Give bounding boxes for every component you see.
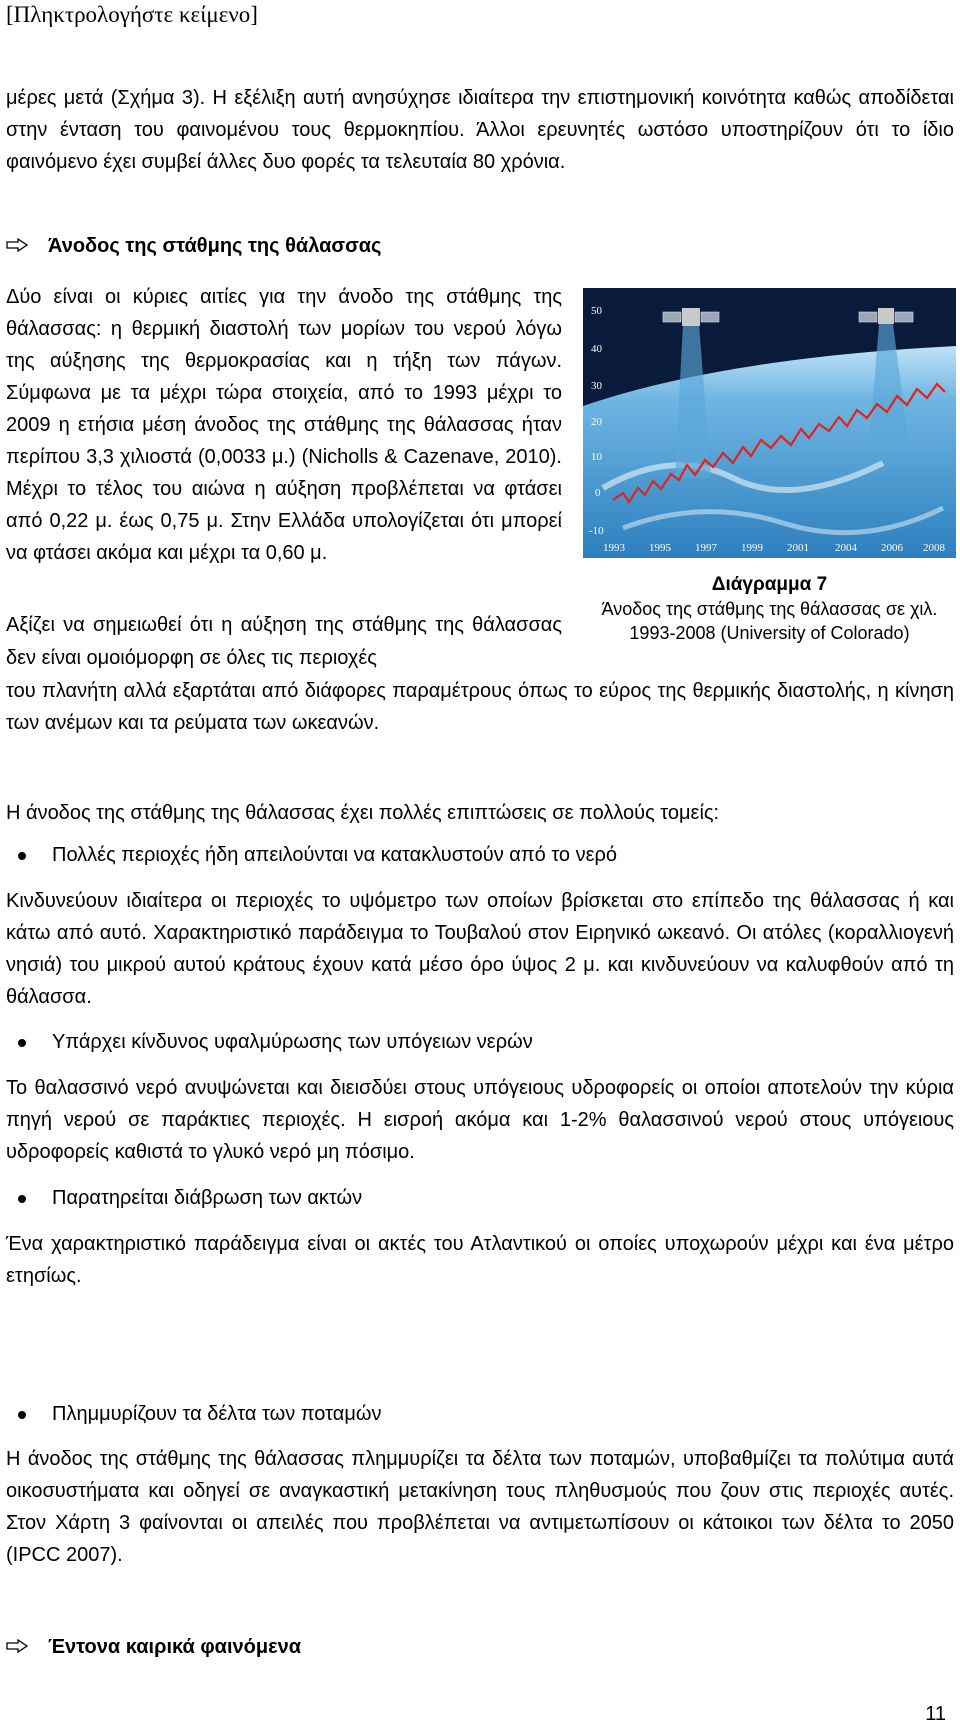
x-tick-label: 2006 <box>881 542 903 554</box>
bullet-item-flooding <box>0 844 617 867</box>
section-heading-sea-level <box>6 235 381 258</box>
x-tick-label: 2001 <box>787 542 809 554</box>
paragraph-erosion: Ένα χαρακτηριστικό παράδειγμα είναι οι ακτές του Ατλαντικού οι οποίες υποχωρούν μέχρι και ένα μέτρο ετησίως. <box>6 1233 954 1287</box>
y-tick-label: -10 <box>589 525 604 537</box>
page-header: [Πληκτρολογήστε κείμενο] <box>6 2 258 27</box>
y-tick-label: 30 <box>591 380 602 392</box>
paragraph-uneven-rise-continued: του πλανήτη αλλά εξαρτάται από διάφορες παραμέτρους όπως το εύρος της θερμικής διαστολής, η κίνηση των ανέμων και τα ρεύματα των ωκεανών. <box>6 680 954 734</box>
y-tick-label: 40 <box>591 343 602 355</box>
section-heading-extreme-weather <box>6 1636 301 1659</box>
x-tick-label: 1995 <box>649 542 671 554</box>
bullet-text: Υπάρχει κίνδυνος υφαλμύρωσης των υπόγειων νερών <box>52 1031 533 1053</box>
paragraph-intro: μέρες μετά (Σχήμα 3). Η εξέλιξη αυτή ανησύχησε ιδιαίτερα την επιστημονική κοινότητα καθώς αποδίδεται στην ένταση του φαινομένου τους θερμοκηπίου. Άλλοι ερευνητές ωστόσο υποστηρίζουν ότι το ίδιο φαινόμενο έχει συμβεί άλλες δυο φορές τα τελευταία 80 χρόνια. <box>6 87 954 173</box>
bullet-dot-icon <box>18 1411 26 1419</box>
bullet-item-salinization <box>0 1031 533 1054</box>
paragraph-salinization: Το θαλασσινό νερό ανυψώνεται και διεισδύει στους υπόγειους υδροφορείς οι οποίοι αποτελούν την κύρια πηγή νερού σε παράκτιες περιοχές. Η εισροή ακόμα και 1-2% θαλασσινού νερού στους υπόγειους υδροφορείς καθιστά το γλυκό νερό μη πόσιμο. <box>6 1077 954 1163</box>
x-tick-label: 1999 <box>741 542 763 554</box>
y-tick-label: 20 <box>591 416 602 428</box>
bullet-text: Πολλές περιοχές ήδη απειλούνται να κατακλυστούν από το νερό <box>52 844 618 866</box>
paragraph-deltas: Η άνοδος της στάθμης της θάλασσας πλημμυρίζει τα δέλτα των ποταμών, υποβαθμίζει τα πολύτιμα αυτά οικοσυστήματα και οδηγεί σε αναγκαστική μετακίνηση τους πληθυσμούς που ζουν στις περιοχές αυτές. Στον Χάρτη 3 φαίνονται οι απειλές που προβλέπεται να αντιμετωπίσουν οι κάτοικοι των δέλτα το 2050 (IPCC 2007). <box>6 1448 954 1566</box>
section-title: Έντονα καιρικά φαινόμενα <box>48 1636 301 1658</box>
arrow-right-icon <box>6 235 28 258</box>
paragraph-causes: Δύο είναι οι κύριες αιτίες για την άνοδο της στάθμης της θάλασσας: η θερμική διαστολή των μορίων του νερού λόγω της αύξησης της θερμοκρασίας και η τήξη των πάγων. Σύμφωνα με τα μέχρι τώρα στοιχεία, από το 1993 μέχρι το 2009 η ετήσια μέση άνοδος της στάθμης της θάλασσας ήταν περίπου 3,3 χιλιοστά (0,0033 μ.) (Nicholls & Cazenave, 2010). Μέχρι το τέλος του αιώνα η αύξηση προβλέπεται να φτάσει από 0,22 μ. έως 0,75 μ. Στην Ελλάδα υπολογίζεται ότι μπορεί να φτάσει ακόμα και μέχρι τα 0,60 μ. <box>6 286 562 564</box>
bullet-dot-icon <box>18 1039 26 1047</box>
bullet-text: Πλημμυρίζουν τα δέλτα των ποταμών <box>52 1403 382 1425</box>
figure-caption-text: Άνοδος της στάθμης της θάλασσας σε χιλ. 1993-2008 (University of Colorado) <box>601 599 938 643</box>
figure-caption <box>583 573 956 645</box>
paragraph-uneven-rise: Αξίζει να σημειωθεί ότι η αύξηση της στάθμης της θάλασσας δεν είναι ομοιόμορφη σε όλες τις περιοχές <box>6 614 562 669</box>
x-tick-label: 2004 <box>835 542 857 554</box>
y-tick-label: 50 <box>591 305 602 317</box>
page-number: 11 <box>925 1703 946 1725</box>
bullet-dot-icon <box>18 852 26 860</box>
x-tick-label: 1993 <box>603 542 625 554</box>
arrow-right-icon <box>6 1636 28 1659</box>
paragraph-flooding: Κινδυνεύουν ιδιαίτερα οι περιοχές το υψόμετρο των οποίων βρίσκεται στο επίπεδο της θάλασσας ή και κάτω από αυτό. Χαρακτηριστικό παράδειγμα το Τουβαλού στον Ειρηνικό ωκεανό. Οι ατόλες (κοραλλιογενή νησιά) του μικρού αυτού κράτους έχουν κατά μέσο όρο ύψος 2 μ. και κινδυνεύουν να καλυφθούν από τη θάλασσα. <box>6 890 954 1008</box>
y-tick-label: 0 <box>595 487 601 499</box>
x-tick-label: 2008 <box>923 542 945 554</box>
sea-level-image <box>583 288 956 558</box>
sea-level-figure <box>583 288 956 558</box>
bullet-item-deltas <box>0 1403 381 1426</box>
bullet-text: Παρατηρείται διάβρωση των ακτών <box>52 1187 363 1209</box>
y-tick-label: 10 <box>591 451 602 463</box>
x-tick-label: 1997 <box>695 542 717 554</box>
section-title: Άνοδος της στάθμης της θάλασσας <box>48 235 382 257</box>
figure-caption-title: Διάγραμμα 7 <box>711 574 828 595</box>
bullet-item-erosion <box>0 1187 362 1210</box>
bullet-dot-icon <box>18 1195 26 1203</box>
paragraph-impacts: Η άνοδος της στάθμης της θάλασσας έχει πολλές επιπτώσεις σε πολλούς τομείς: <box>6 802 720 824</box>
